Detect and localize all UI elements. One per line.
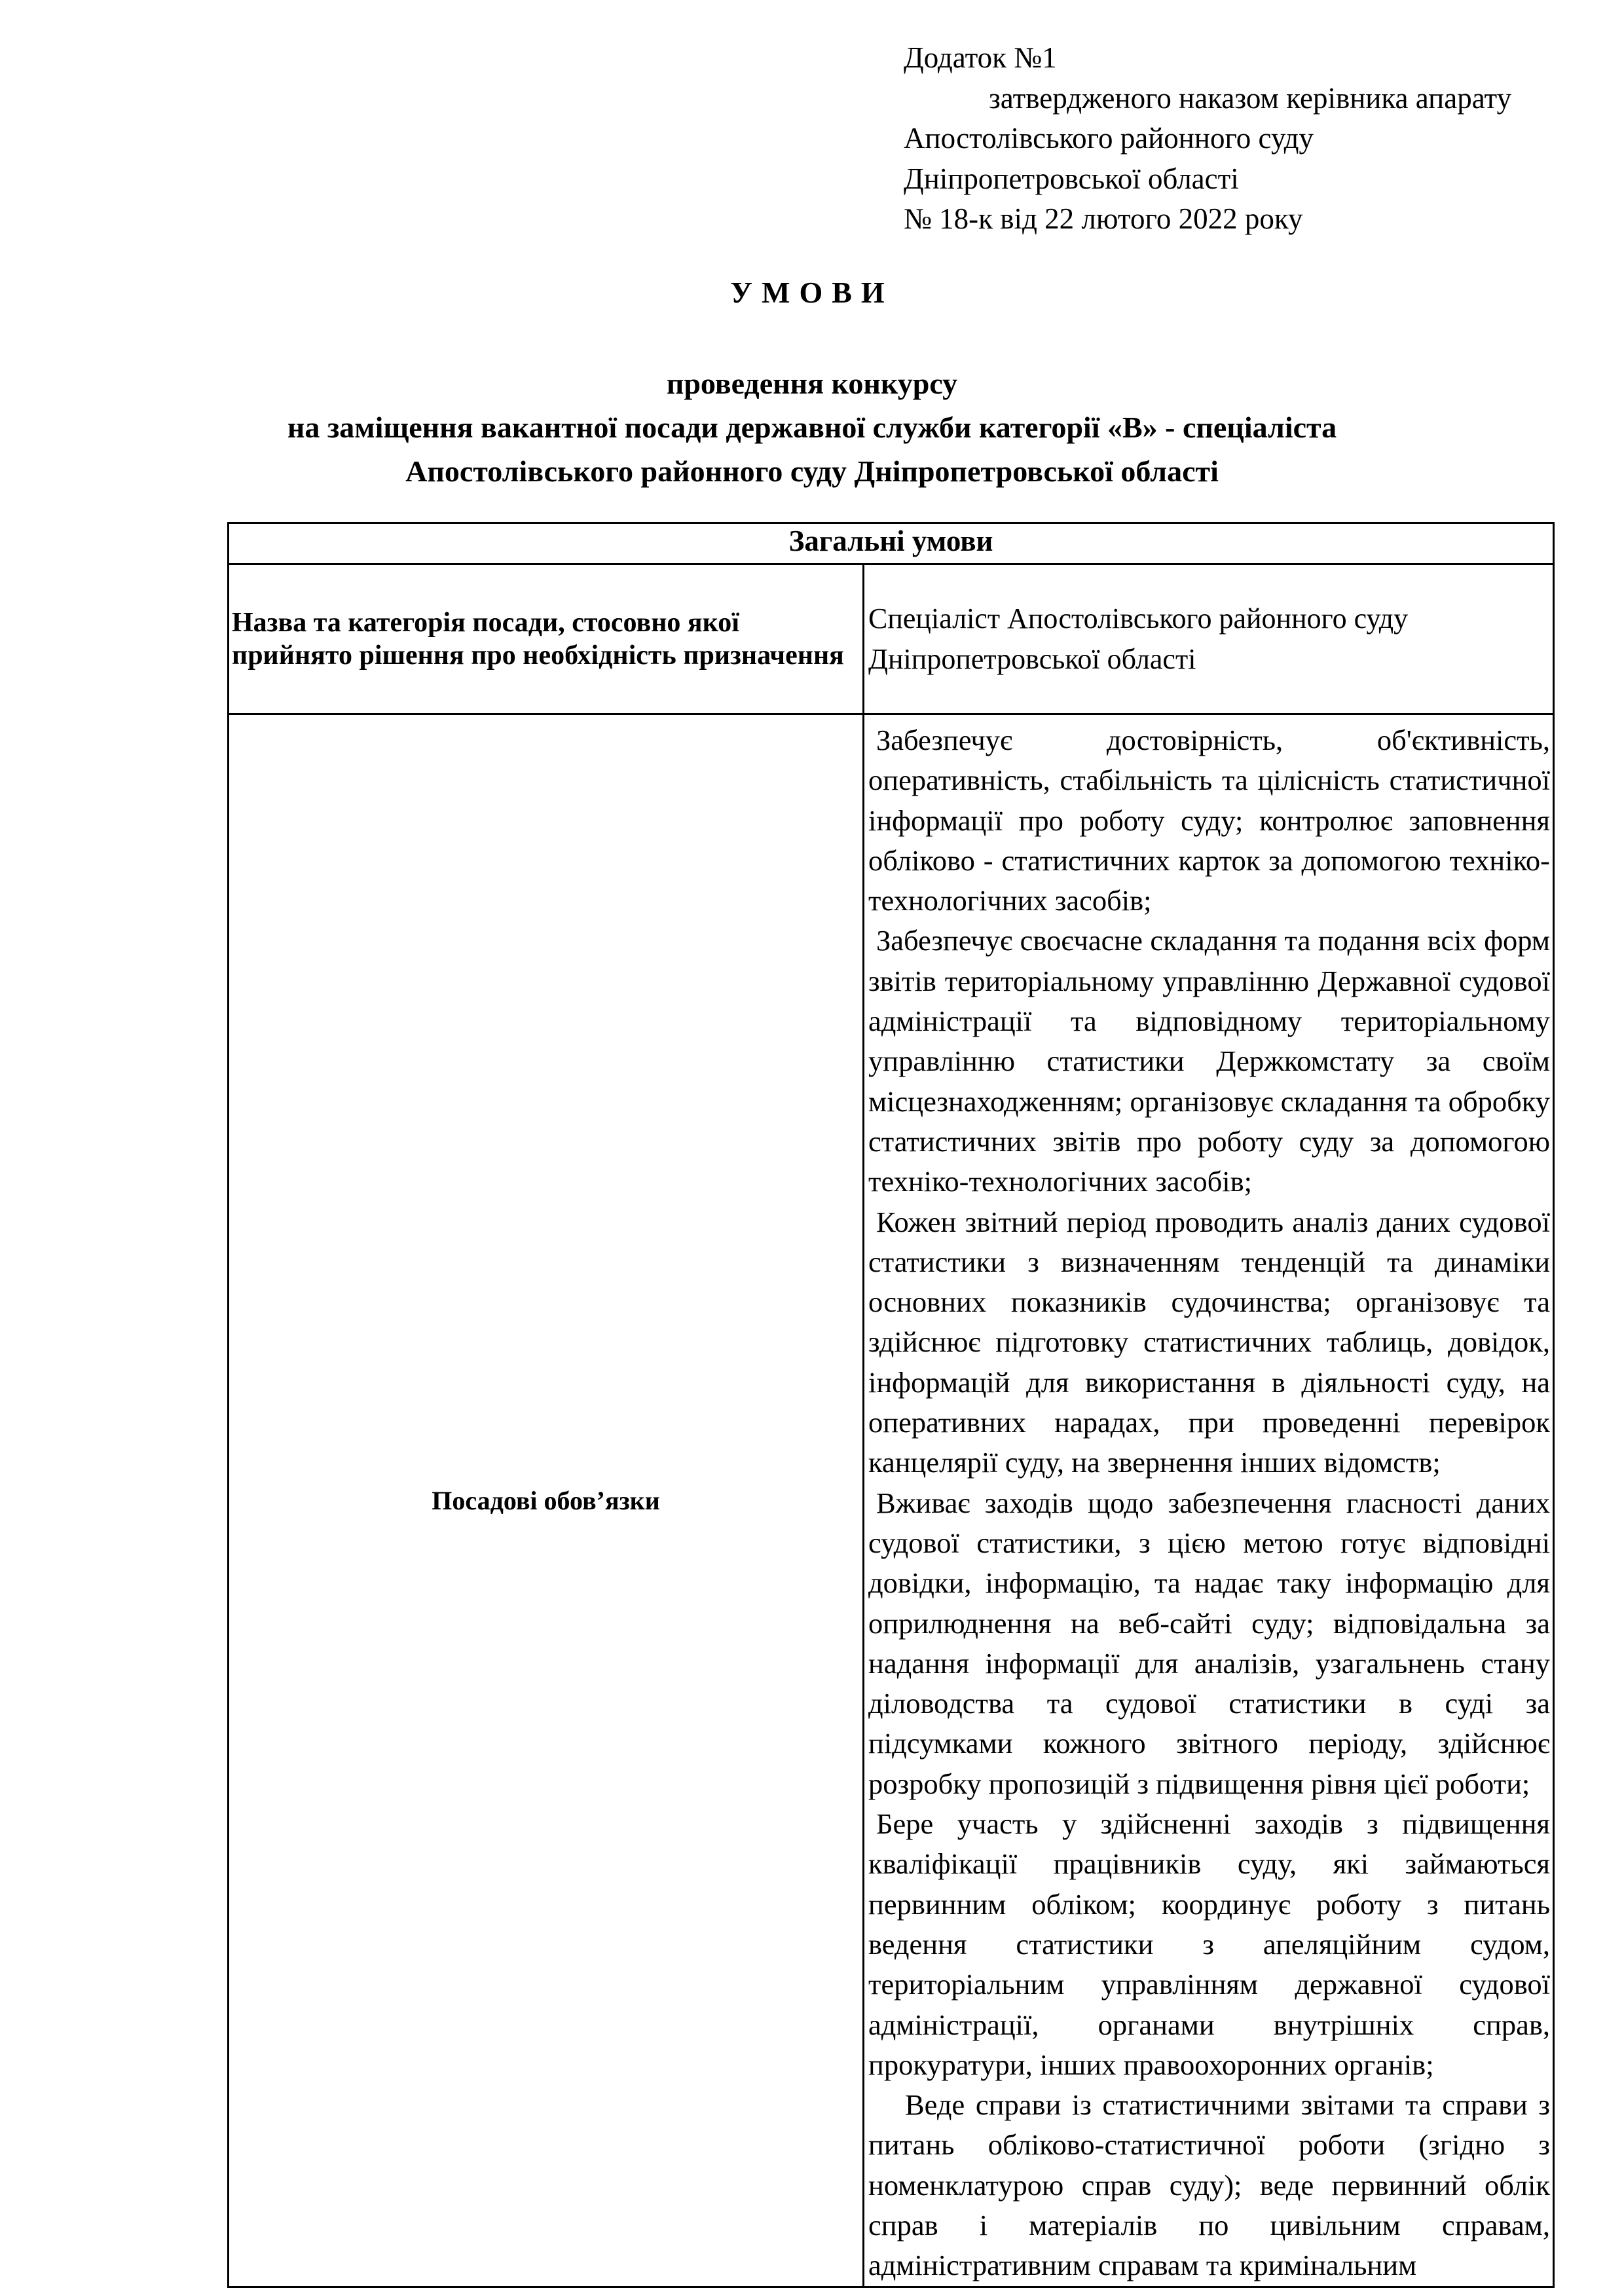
duty-paragraph: Веде справи із статистичними звітами та справи з питань обліково-статистичної роботи (згідно з номенклатурою справ суду); веде первинний облік справ і матеріалів по цивільним справам, адміністративним справам та кримінальним — [868, 2088, 1551, 2282]
title-line-2: на заміщення вакантної посади державної служби категорії «В» - спеціаліста — [287, 411, 1337, 444]
duty-paragraph: Забезпечує достовірність, об'єктивність, оперативність, стабільність та цілісність статистичної інформації про роботу суду; контролює заповнення обліково - статистичних карток за допомогою техніко-технологічних засобів; — [868, 724, 1551, 917]
approval-order-number: № 18-к від 22 лютого 2022 року — [904, 202, 1303, 235]
title-line-1: проведення конкурсу — [666, 367, 958, 400]
title-line-3: Апостолівського районного суду Дніпропетровської області — [405, 454, 1219, 488]
position-name-label: Назва та категорія посади, стосовно якої прийнято рішення про необхідність призначення — [229, 564, 864, 714]
section-header: Загальні умови — [229, 523, 1554, 564]
duty-paragraph: Кожен звітний період проводить аналіз даних судової статистики з визначенням тенденцій та динаміки основних показників судочинства; організовує та здійснює підготовку статистичних таблиць, довідок, інформацій для використання в діяльності суду, на оперативних нарадах, при проведенні перевірок канцелярії суду, на звернення інших відомств; — [868, 1205, 1551, 1479]
position-name-value: Спеціаліст Апостолівського районного суду Дніпропетровської області — [864, 564, 1554, 714]
duties-text — [864, 714, 1554, 2287]
appendix-number: Додаток №1 — [904, 41, 1057, 74]
duty-paragraph: Бере участь у здійсненні заходів з підвищення кваліфікації працівників суду, які займаються первинним обліком; координує роботу з питань ведення статистики з апеляційним судом, територіальним управлінням державної судової адміністрації, органами внутрішніх справ, прокуратури, інших правоохоронних органів; — [868, 1807, 1551, 2081]
table-row — [229, 714, 1554, 2287]
document-heading: УМОВИ — [730, 276, 894, 309]
conditions-table — [227, 522, 1555, 2288]
table-row — [229, 564, 1554, 714]
duty-paragraph: Забезпечує своєчасне складання та подання всіх форм звітів територіальному управлінню Державної судової адміністрації та відповідному територіальному управлінню статистики Держкомстату за своїм місцезнаходженням; організовує складання та обробку статистичних звітів про роботу суду за допомогою техніко-технологічних засобів; — [868, 924, 1551, 1198]
duty-paragraph: Вживає заходів щодо забезпечення гласності даних судової статистики, з цією метою готує відповідні довідки, інформацію, та надає таку інформацію для оприлюднення на веб-сайті суду; відповідальна за надання інформації для аналізів, узагальнень стану діловодства та судової статистики в суді за підсумками кожного звітного періоду, здійснює розробку пропозицій з підвищення рівня цієї роботи; — [868, 1486, 1551, 1800]
document-title — [0, 361, 1624, 493]
approval-region-line: Дніпропетровської області — [904, 162, 1239, 195]
approval-block — [904, 38, 1559, 240]
approval-order-line: затвердженого наказом керівника апарату — [989, 81, 1512, 115]
section-header-row — [229, 523, 1554, 564]
approval-court-line: Апостолівського районного суду — [904, 122, 1314, 155]
duties-label: Посадові обов’язки — [229, 714, 864, 2287]
